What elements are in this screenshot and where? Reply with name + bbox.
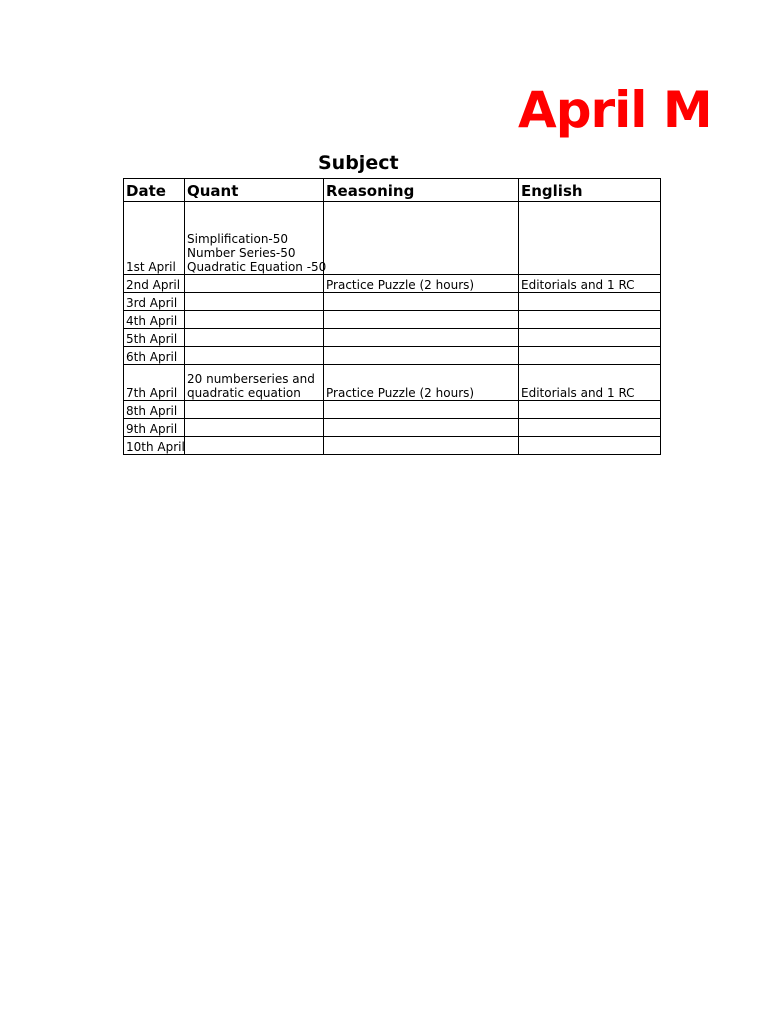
quant-cell bbox=[185, 437, 324, 455]
date-cell: 5th April bbox=[124, 329, 185, 347]
quant-cell bbox=[185, 202, 327, 275]
subject-heading: Subject bbox=[318, 152, 399, 174]
table-row bbox=[124, 365, 661, 401]
reasoning-cell: Practice Puzzle (2 hours) bbox=[324, 275, 519, 293]
table-row bbox=[124, 329, 661, 347]
english-cell: Editorials and 1 RC bbox=[519, 365, 661, 401]
table-row bbox=[124, 437, 661, 455]
table-row bbox=[124, 419, 661, 437]
reasoning-cell bbox=[324, 202, 519, 275]
quant-line: Simplification-50 bbox=[187, 232, 289, 246]
quant-cell bbox=[185, 275, 324, 293]
reasoning-cell: Practice Puzzle (2 hours) bbox=[324, 365, 519, 401]
table-row bbox=[124, 275, 661, 293]
english-cell bbox=[519, 401, 661, 419]
quant-cell bbox=[185, 401, 324, 419]
english-cell bbox=[519, 293, 661, 311]
page-title: April M bbox=[518, 81, 712, 139]
date-cell: 2nd April bbox=[124, 275, 185, 293]
quant-line: Quadratic Equation -50 bbox=[187, 260, 327, 274]
page-title-container bbox=[480, 78, 712, 148]
table-row bbox=[124, 401, 661, 419]
reasoning-cell bbox=[324, 293, 519, 311]
english-cell: Editorials and 1 RC bbox=[519, 275, 661, 293]
quant-cell bbox=[185, 311, 324, 329]
quant-line: Number Series-50 bbox=[187, 246, 296, 260]
date-cell: 1st April bbox=[124, 202, 185, 275]
table-row bbox=[124, 311, 661, 329]
reasoning-cell bbox=[324, 347, 519, 365]
date-cell: 7th April bbox=[124, 365, 185, 401]
date-cell: 6th April bbox=[124, 347, 185, 365]
english-cell bbox=[519, 419, 661, 437]
quant-cell bbox=[185, 365, 324, 401]
column-header-quant: Quant bbox=[185, 179, 324, 202]
english-cell bbox=[519, 311, 661, 329]
date-cell: 3rd April bbox=[124, 293, 185, 311]
date-cell: 10th April bbox=[124, 437, 185, 455]
english-cell bbox=[519, 347, 661, 365]
english-cell bbox=[519, 202, 661, 275]
english-cell bbox=[519, 437, 661, 455]
quant-cell bbox=[185, 419, 324, 437]
reasoning-cell bbox=[324, 419, 519, 437]
date-cell: 9th April bbox=[124, 419, 185, 437]
table-row bbox=[124, 293, 661, 311]
column-header-reasoning: Reasoning bbox=[324, 179, 519, 202]
reasoning-cell bbox=[324, 437, 519, 455]
quant-cell bbox=[185, 293, 324, 311]
reasoning-cell bbox=[324, 329, 519, 347]
english-cell bbox=[519, 329, 661, 347]
schedule-table bbox=[123, 178, 661, 455]
quant-cell bbox=[185, 329, 324, 347]
table-row bbox=[124, 202, 661, 275]
column-header-english: English bbox=[519, 179, 661, 202]
reasoning-cell bbox=[324, 401, 519, 419]
table-row bbox=[124, 347, 661, 365]
date-cell: 4th April bbox=[124, 311, 185, 329]
reasoning-cell bbox=[324, 311, 519, 329]
quant-cell bbox=[185, 347, 324, 365]
column-header-date: Date bbox=[124, 179, 185, 202]
table-header-row bbox=[124, 179, 661, 202]
quant-line: 20 numberseries and bbox=[187, 372, 315, 386]
date-cell: 8th April bbox=[124, 401, 185, 419]
quant-line: quadratic equation bbox=[187, 386, 301, 400]
